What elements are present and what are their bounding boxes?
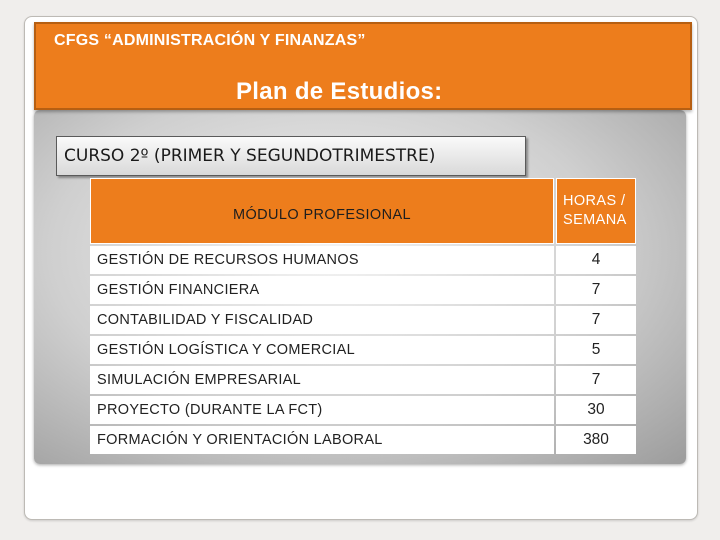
table-row [90, 426, 636, 454]
hours-cell: 4 [556, 246, 636, 274]
module-cell: CONTABILIDAD Y FISCALIDAD [90, 306, 554, 334]
table-row [90, 246, 636, 274]
program-title: CFGS “ADMINISTRACIÓN Y FINANZAS” [54, 32, 366, 49]
module-cell: PROYECTO (DURANTE LA FCT) [90, 396, 554, 424]
module-cell: FORMACIÓN Y ORIENTACIÓN LABORAL [90, 426, 554, 454]
course-label: CURSO 2º (PRIMER Y SEGUNDOTRIMESTRE) [56, 136, 526, 176]
title-banner [34, 22, 692, 110]
hours-cell: 380 [556, 426, 636, 454]
header-hours-text: HORAS /SEMANA [563, 193, 627, 228]
module-cell: GESTIÓN FINANCIERA [90, 276, 554, 304]
hours-cell: 7 [556, 276, 636, 304]
table-row [90, 366, 636, 394]
module-cell: SIMULACIÓN EMPRESARIAL [90, 366, 554, 394]
hours-cell: 30 [556, 396, 636, 424]
hours-cell: 7 [556, 366, 636, 394]
table-row [90, 276, 636, 304]
header-module: MÓDULO PROFESIONAL [90, 178, 554, 244]
table-row [90, 336, 636, 364]
plan-title: Plan de Estudios: [236, 78, 443, 105]
hours-cell: 7 [556, 306, 636, 334]
table-row [90, 396, 636, 424]
module-cell: GESTIÓN LOGÍSTICA Y COMERCIAL [90, 336, 554, 364]
table-header-row [90, 178, 636, 244]
module-cell: GESTIÓN DE RECURSOS HUMANOS [90, 246, 554, 274]
table-row [90, 306, 636, 334]
header-hours [556, 178, 636, 244]
hours-cell: 5 [556, 336, 636, 364]
